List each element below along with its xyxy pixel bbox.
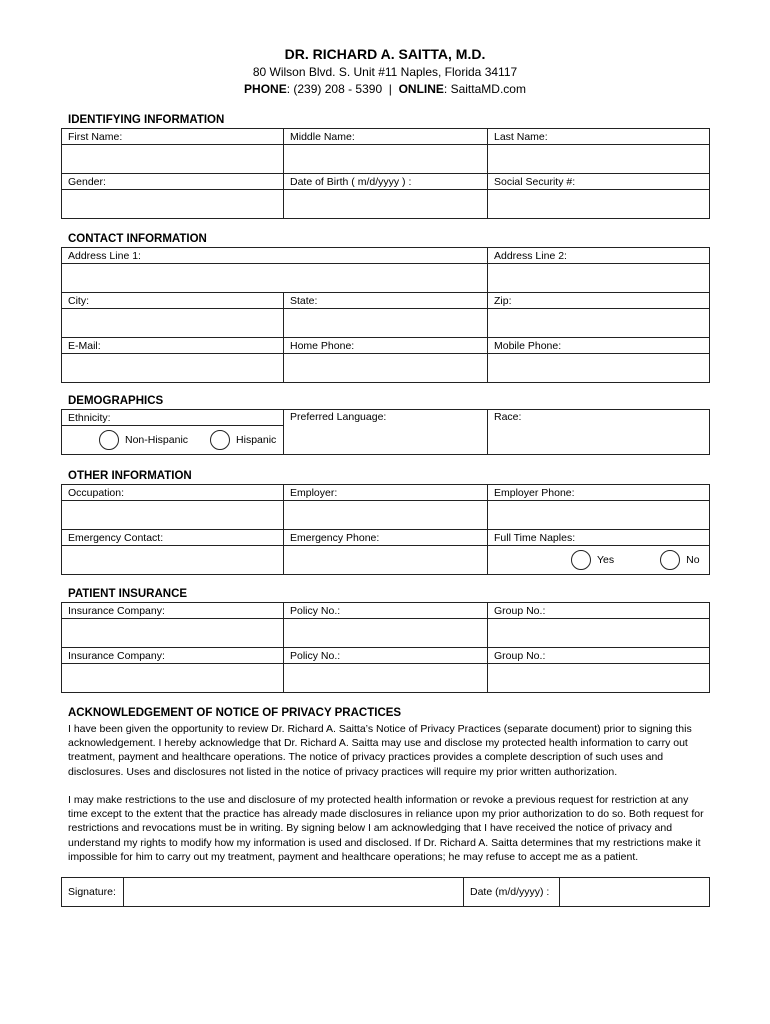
hispanic-label: Hispanic — [236, 434, 277, 446]
employer-field[interactable] — [284, 501, 488, 530]
full-time-naples-options — [488, 546, 710, 575]
practice-address: 80 Wilson Blvd. S. Unit #11 Naples, Florida 34117 — [252, 65, 518, 79]
zip-label: Zip: — [488, 293, 710, 309]
contact-section-title: CONTACT INFORMATION — [68, 233, 207, 245]
mobile-phone-field[interactable] — [488, 354, 710, 383]
acknowledgement-paragraph-1: I have been given the opportunity to review Dr. Richard A. Saitta’s Notice of Privacy Practices (separate document) prior to signing this acknowledgement. I hereby acknowledge that Dr. Richard A. Saitta may use and disclose my protected health information to carry out treatment, payment and healthcare operations. The notice of privacy practices provides a complete description of such uses and disclosures. Uses and disclosures not listed in the notice of privacy practices will require my prior written authorization. — [68, 723, 692, 778]
middle-name-field[interactable] — [284, 145, 488, 174]
home-phone-label: Home Phone: — [284, 338, 488, 354]
naples-no-label: No — [686, 554, 700, 566]
other-section-title: OTHER INFORMATION — [68, 470, 192, 482]
dob-label: Date of Birth ( m/d/yyyy ) : — [284, 174, 488, 190]
emergency-phone-label: Emergency Phone: — [284, 530, 488, 546]
ssn-label: Social Security #: — [488, 174, 710, 190]
home-phone-field[interactable] — [284, 354, 488, 383]
naples-yes-radio[interactable] — [571, 550, 591, 570]
occupation-field[interactable] — [62, 501, 284, 530]
identifying-section-title: IDENTIFYING INFORMATION — [68, 114, 225, 126]
acknowledgement-title: ACKNOWLEDGEMENT OF NOTICE OF PRIVACY PRACTICES — [68, 707, 402, 719]
insurance-company-1-field[interactable] — [62, 619, 284, 648]
first-name-field[interactable] — [62, 145, 284, 174]
state-field[interactable] — [284, 309, 488, 338]
group-no-2-label: Group No.: — [488, 648, 710, 664]
policy-no-2-label: Policy No.: — [284, 648, 488, 664]
address-line-2-label: Address Line 2: — [488, 248, 710, 264]
group-no-2-field[interactable] — [488, 664, 710, 693]
zip-field[interactable] — [488, 309, 710, 338]
full-time-naples-label: Full Time Naples: — [488, 530, 710, 546]
hispanic-radio[interactable] — [210, 430, 230, 450]
non-hispanic-radio[interactable] — [99, 430, 119, 450]
state-label: State: — [284, 293, 488, 309]
race-cell[interactable] — [488, 410, 710, 455]
city-field[interactable] — [62, 309, 284, 338]
emergency-contact-field[interactable] — [62, 546, 284, 575]
middle-name-label: Middle Name: — [284, 129, 488, 145]
identifying-table — [61, 128, 710, 219]
address-line-1-field[interactable] — [62, 264, 488, 293]
policy-no-1-field[interactable] — [284, 619, 488, 648]
policy-no-1-label: Policy No.: — [284, 603, 488, 619]
dob-field[interactable] — [284, 190, 488, 219]
mobile-phone-label: Mobile Phone: — [488, 338, 710, 354]
other-table — [61, 484, 710, 575]
address-line-1-label: Address Line 1: — [62, 248, 488, 264]
ethnicity-label: Ethnicity: — [62, 410, 284, 426]
naples-no-radio[interactable] — [660, 550, 680, 570]
contact-table — [61, 247, 710, 383]
date-label: Date (m/d/yyyy) : — [464, 878, 560, 907]
preferred-language-label: Preferred Language: — [290, 411, 387, 423]
emergency-phone-field[interactable] — [284, 546, 488, 575]
phone-label: PHONE — [244, 82, 287, 96]
employer-phone-field[interactable] — [488, 501, 710, 530]
email-field[interactable] — [62, 354, 284, 383]
signature-table — [61, 877, 710, 907]
occupation-label: Occupation: — [62, 485, 284, 501]
non-hispanic-label: Non-Hispanic — [125, 434, 189, 446]
signature-field[interactable] — [124, 878, 464, 907]
ethnicity-options — [62, 426, 284, 455]
date-field[interactable] — [560, 878, 710, 907]
practice-name: DR. RICHARD A. SAITTA, M.D. — [284, 46, 486, 62]
gender-label: Gender: — [62, 174, 284, 190]
insurance-section-title: PATIENT INSURANCE — [68, 588, 188, 600]
preferred-language-cell[interactable] — [284, 410, 488, 455]
email-label: E-Mail: — [62, 338, 284, 354]
gender-field[interactable] — [62, 190, 284, 219]
group-no-1-field[interactable] — [488, 619, 710, 648]
insurance-company-1-label: Insurance Company: — [62, 603, 284, 619]
ssn-field[interactable] — [488, 190, 710, 219]
last-name-field[interactable] — [488, 145, 710, 174]
employer-label: Employer: — [284, 485, 488, 501]
demographics-table — [61, 409, 710, 455]
naples-yes-label: Yes — [597, 554, 615, 566]
acknowledgement-paragraph-2: I may make restrictions to the use and disclosure of my protected health information or revoke a previous request for restriction at any time except to the extent that the practice has already made disclosures in reliance upon my prior authorization to do so. Both request for restrictions and revocations must be in writing. By signing below I am acknowledging that I have received the notice of privacy and understand my rights to modify how my information is used and disclosed. If Dr. Richard A. Saitta determines that my restrictions make it impossible for him to carry out my treatment, payment and healthcare operations; he may refuse to accept me as a patient. — [68, 794, 704, 863]
first-name-label: First Name: — [62, 129, 284, 145]
race-label: Race: — [494, 411, 522, 423]
city-label: City: — [62, 293, 284, 309]
practice-contact-line — [0, 82, 770, 96]
phone-value: : (239) 208 - 5390 | — [286, 82, 399, 96]
group-no-1-label: Group No.: — [488, 603, 710, 619]
insurance-table — [61, 602, 710, 693]
employer-phone-label: Employer Phone: — [488, 485, 710, 501]
address-line-2-field[interactable] — [488, 264, 710, 293]
signature-label: Signature: — [62, 878, 124, 907]
insurance-company-2-label: Insurance Company: — [62, 648, 284, 664]
policy-no-2-field[interactable] — [284, 664, 488, 693]
demographics-section-title: DEMOGRAPHICS — [68, 395, 164, 407]
online-label: ONLINE — [398, 82, 444, 96]
insurance-company-2-field[interactable] — [62, 664, 284, 693]
last-name-label: Last Name: — [488, 129, 710, 145]
online-value: : SaittaMD.com — [443, 82, 526, 96]
emergency-contact-label: Emergency Contact: — [62, 530, 284, 546]
